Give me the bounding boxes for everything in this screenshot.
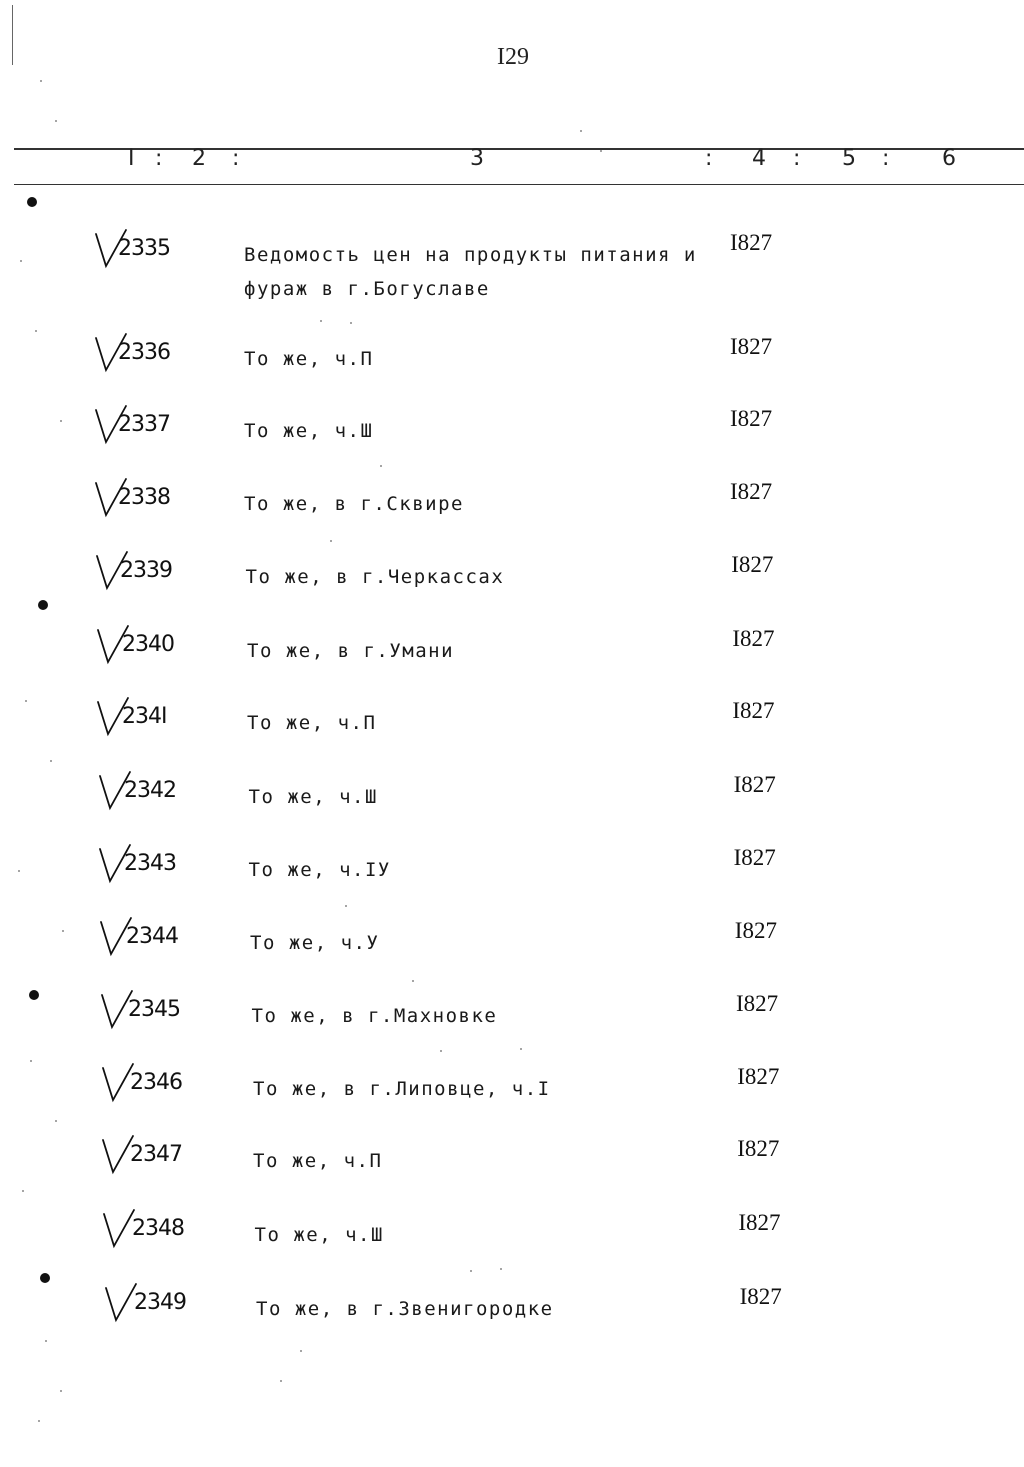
scan-speck	[35, 330, 37, 332]
scan-speck	[412, 980, 414, 982]
scan-speck	[50, 760, 52, 762]
item-number: 2346	[130, 1070, 182, 1095]
scan-speck	[30, 1060, 32, 1062]
list-item	[0, 334, 1024, 400]
scan-speck	[18, 870, 20, 872]
margin-line	[12, 5, 13, 65]
list-item	[0, 479, 1024, 545]
column-header-separator: :	[705, 146, 713, 171]
item-number: 2347	[130, 1142, 182, 1167]
list-item	[0, 772, 1024, 838]
item-year: I827	[733, 845, 776, 870]
scan-speck	[60, 420, 62, 422]
table-header-bottom-rule	[14, 184, 1024, 185]
item-description: То же, ч.IУ	[248, 859, 391, 881]
item-year: I827	[732, 698, 775, 723]
item-year: I827	[732, 626, 775, 651]
list-item	[0, 845, 1024, 911]
scan-speck	[470, 1270, 472, 1272]
item-description: То же, ч.У	[250, 932, 380, 954]
item-number: 2344	[126, 924, 178, 949]
item-number: 2336	[118, 340, 170, 365]
item-description: То же, в г.Черкассах	[245, 566, 505, 588]
column-header-2: 2	[192, 146, 206, 171]
item-year: I827	[730, 334, 773, 359]
list-item	[0, 698, 1024, 764]
page-number: I29	[497, 44, 529, 70]
list-item	[0, 1136, 1024, 1202]
scan-speck	[62, 930, 64, 932]
item-year: I827	[739, 1284, 782, 1309]
item-description: То же, ч.Ш	[254, 1224, 384, 1246]
scan-speck	[500, 1268, 502, 1270]
list-item	[0, 406, 1024, 472]
item-year: I827	[736, 991, 779, 1016]
item-description: То же, в г.Сквире	[244, 493, 464, 515]
item-description: То же, ч.Ш	[248, 786, 378, 808]
item-number: 2348	[132, 1216, 184, 1241]
scan-speck	[55, 120, 57, 122]
column-header-4: 4	[752, 146, 766, 171]
item-number: 2345	[128, 997, 180, 1022]
scan-speck	[345, 905, 347, 907]
item-number: 2340	[122, 632, 174, 657]
checkmark-icon	[104, 1282, 138, 1326]
table-header-top-rule	[14, 148, 1024, 150]
item-description: То же, ч.Ш	[244, 420, 374, 442]
item-description: То же, в г.Звенигородке	[256, 1298, 554, 1320]
item-description: То же, в г.Умани	[247, 640, 455, 662]
scan-speck	[40, 80, 42, 82]
column-header-3: 3	[470, 146, 484, 171]
scan-speck	[580, 130, 582, 132]
scan-speck	[22, 1190, 24, 1192]
item-description: То же, ч.П	[247, 712, 377, 734]
item-year: I827	[734, 918, 777, 943]
scan-speck	[520, 1048, 522, 1050]
scan-speck	[440, 1050, 442, 1052]
scan-speck	[20, 260, 22, 262]
list-item	[0, 1210, 1024, 1276]
item-number: 2335	[118, 236, 170, 261]
item-number: 2339	[120, 558, 172, 583]
binding-hole-dot	[27, 197, 37, 207]
list-item	[0, 230, 1024, 300]
item-number: 2343	[124, 851, 176, 876]
item-number: 2337	[118, 412, 170, 437]
item-number: 234I	[122, 704, 167, 729]
column-header-separator: :	[155, 146, 163, 171]
scan-speck	[600, 150, 602, 152]
scan-speck	[55, 1120, 57, 1122]
column-header-separator: :	[793, 146, 801, 171]
item-year: I827	[730, 479, 773, 504]
item-description: Ведомость цен на продукты питания и фураж в г.Богуславе	[244, 244, 697, 300]
scan-speck	[350, 322, 352, 324]
scan-speck	[280, 1380, 282, 1382]
scan-speck	[380, 465, 382, 467]
item-number: 2349	[134, 1290, 186, 1315]
item-description: То же, ч.П	[253, 1150, 383, 1172]
item-year: I827	[731, 552, 774, 577]
item-description: То же, ч.П	[244, 348, 374, 370]
item-number: 2338	[118, 485, 170, 510]
item-description: То же, в г.Махновке	[251, 1005, 498, 1027]
scan-speck	[38, 1420, 40, 1422]
column-header-5: 5	[842, 146, 856, 171]
scan-speck	[60, 1390, 62, 1392]
list-item	[0, 1064, 1024, 1130]
item-year: I827	[730, 406, 773, 431]
item-year: I827	[737, 1064, 780, 1089]
scan-speck	[330, 540, 332, 542]
item-year: I827	[733, 772, 776, 797]
column-header-separator: :	[232, 146, 240, 171]
list-item	[0, 1284, 1024, 1350]
item-year: I827	[738, 1210, 781, 1235]
list-item	[0, 552, 1024, 618]
list-item	[0, 918, 1024, 984]
scan-speck	[300, 1350, 302, 1352]
column-header-separator: :	[882, 146, 890, 171]
item-year: I827	[730, 230, 773, 255]
list-item	[0, 626, 1024, 692]
item-description: То же, в г.Липовце, ч.I	[253, 1078, 551, 1100]
list-item	[0, 991, 1024, 1057]
scan-speck	[320, 320, 322, 322]
scan-speck	[45, 1340, 47, 1342]
item-number: 2342	[124, 778, 176, 803]
column-header-1: I	[128, 146, 135, 171]
column-header-6: 6	[942, 146, 956, 171]
scan-speck	[25, 700, 27, 702]
item-year: I827	[737, 1136, 780, 1161]
